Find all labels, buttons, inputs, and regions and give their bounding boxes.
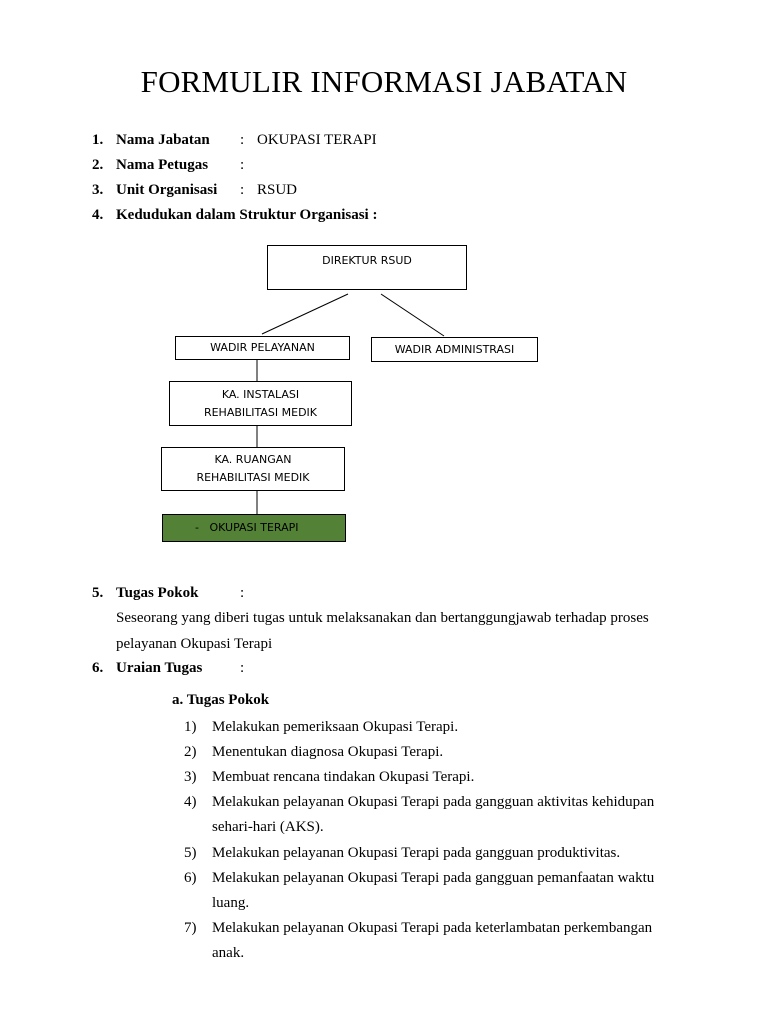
list-item [184, 790, 674, 840]
list-item-text: Melakukan pelayanan Okupasi Terapi pada keterlambatan perkembangan anak. [212, 920, 653, 961]
org-box-wadir-administrasi [371, 337, 538, 362]
list-item [184, 765, 674, 790]
list-item-number: 2) [184, 744, 197, 760]
list-item [184, 866, 674, 916]
field-number: 4. [92, 207, 104, 223]
field-label: Kedudukan dalam Struktur Organisasi : [116, 207, 378, 223]
list-item-text: Melakukan pelayanan Okupasi Terapi pada gangguan produktivitas. [212, 845, 621, 861]
field-label: Unit Organisasi [116, 182, 218, 198]
section-colon: : [240, 660, 245, 676]
org-box-label: WADIR ADMINISTRASI [394, 342, 515, 356]
field-label: Nama Jabatan [116, 132, 210, 148]
field-value: RSUD [257, 182, 298, 198]
tugas-pokok-description: Seseorang yang diberi tugas untuk melaksanakan dan bertanggungjawab terhadap proses pelayanan Okupasi Terapi [116, 610, 649, 652]
list-item-text: Menentukan diagnosa Okupasi Terapi. [212, 744, 444, 760]
connector-line [381, 294, 444, 336]
org-box-label: DIREKTUR RSUD [322, 254, 412, 267]
section-number: 6. [92, 660, 104, 676]
field-number: 3. [92, 182, 104, 198]
org-box-ka-ruangan [161, 447, 345, 491]
org-box-label: OKUPASI TERAPI [209, 521, 299, 534]
field-colon: : [240, 157, 245, 173]
list-item-number: 3) [184, 769, 197, 785]
section-label: Uraian Tugas [116, 660, 203, 676]
org-box-wadir-pelayanan [175, 336, 350, 360]
org-box-label: WADIR PELAYANAN [210, 341, 315, 354]
org-box-ka-instalasi [169, 381, 352, 426]
page-title: FORMULIR INFORMASI JABATAN [140, 64, 628, 99]
section-label: Tugas Pokok [116, 585, 199, 601]
org-box-label-line1: KA. INSTALASI [221, 387, 300, 401]
list-item [184, 916, 674, 966]
list-item [184, 740, 674, 765]
field-value: OKUPASI TERAPI [257, 132, 377, 148]
field-label: Nama Petugas [116, 157, 209, 173]
list-item-text: Melakukan pemeriksaan Okupasi Terapi. [212, 719, 459, 735]
org-box-label-line1: KA. RUANGAN [214, 453, 292, 466]
field-colon: : [240, 132, 245, 148]
org-box-label-line2: REHABILITASI MEDIK [203, 405, 318, 419]
sub-heading-tugas-pokok: a. Tugas Pokok [172, 692, 270, 708]
org-box-okupasi-terapi [162, 514, 346, 542]
connector-line [262, 294, 348, 334]
org-box-label-line2: REHABILITASI MEDIK [196, 471, 310, 484]
list-item-number: 6) [184, 870, 197, 886]
list-item-text: Membuat rencana tindakan Okupasi Terapi. [212, 769, 475, 785]
list-item-number: 1) [184, 719, 197, 735]
list-item [184, 841, 674, 866]
section-colon: : [240, 585, 245, 601]
section-number: 5. [92, 585, 104, 601]
field-colon: : [240, 182, 245, 198]
list-item-number: 4) [184, 794, 197, 810]
org-box-direktur [267, 245, 467, 290]
list-item [184, 715, 674, 740]
field-number: 2. [92, 157, 104, 173]
list-item-number: 7) [184, 920, 197, 936]
list-item-text: Melakukan pelayanan Okupasi Terapi pada gangguan pemanfaatan waktu luang. [212, 870, 655, 911]
org-box-dash: - [195, 521, 199, 534]
field-number: 1. [92, 132, 104, 148]
list-item-text: Melakukan pelayanan Okupasi Terapi pada gangguan aktivitas kehidupan sehari-hari (AKS). [212, 794, 655, 835]
list-item-number: 5) [184, 845, 197, 861]
